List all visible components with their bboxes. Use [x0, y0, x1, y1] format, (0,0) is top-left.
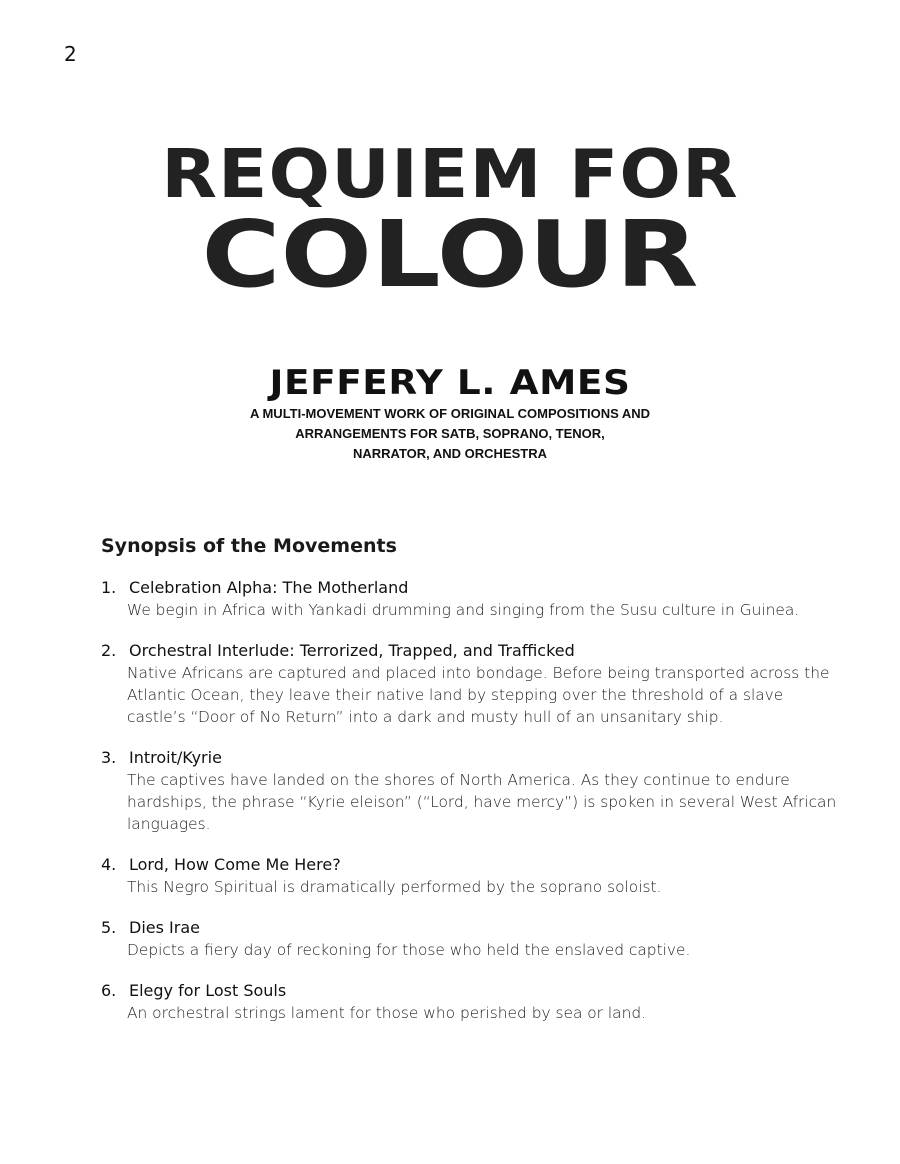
movement-title	[101, 640, 841, 662]
synopsis-section	[101, 533, 841, 1043]
movement-title-text: Orchestral Interlude: Terrorized, Trapped, and Trafficked	[129, 641, 575, 660]
work-description-line: ARRANGEMENTS FOR SATB, SOPRANO, TENOR,	[295, 426, 605, 441]
movement-description: We begin in Africa with Yankadi drumming and singing from the Susu culture in Guinea.	[127, 601, 800, 619]
movement-description: Native Africans are captured and placed into bondage. Before being transported across the Atlantic Ocean, they leave their native land by stepping over the threshold of a slave castle’s “Door of No Return” into a dark and musty hull of an unsanitary ship.	[127, 664, 830, 726]
movement-title	[101, 577, 841, 599]
movement-number: 5.	[101, 918, 117, 937]
movement-title-text: Dies Irae	[129, 918, 200, 937]
work-description-line: A MULTI-MOVEMENT WORK OF ORIGINAL COMPOSITIONS AND	[249, 406, 651, 421]
title-line-1: REQUIEM FOR	[161, 135, 739, 213]
movement-title	[101, 980, 841, 1002]
movement-description: An orchestral strings lament for those who perished by sea or land.	[127, 1004, 647, 1022]
title-line-2: COLOUR	[201, 201, 699, 308]
movement-item	[101, 747, 841, 835]
movement-title	[101, 854, 841, 876]
synopsis-heading: Synopsis of the Movements	[101, 535, 397, 557]
author-name: JEFFERY L. AMES	[269, 363, 631, 403]
movement-description: This Negro Spiritual is dramatically performed by the soprano soloist.	[127, 878, 662, 896]
movement-description: Depicts a fiery day of reckoning for those who held the enslaved captive.	[127, 941, 691, 959]
author-block	[0, 364, 900, 464]
movement-item	[101, 854, 841, 898]
work-description	[0, 404, 900, 464]
movement-title-text: Lord, How Come Me Here?	[129, 855, 341, 874]
movement-number: 6.	[101, 981, 117, 1000]
movement-description: The captives have landed on the shores of North America. As they continue to endure hardships, the phrase “Kyrie eleison” (“Lord, have mercy”) is spoken in several West African languages.	[127, 771, 837, 833]
movement-item	[101, 577, 841, 621]
movement-item	[101, 640, 841, 728]
movement-title-text: Elegy for Lost Souls	[129, 981, 287, 1000]
movement-number: 2.	[101, 641, 117, 660]
movement-number: 4.	[101, 855, 117, 874]
movement-title-text: Celebration Alpha: The Motherland	[129, 578, 409, 597]
movement-item	[101, 980, 841, 1024]
work-description-line: NARRATOR, AND ORCHESTRA	[352, 446, 548, 461]
movement-number: 1.	[101, 578, 117, 597]
movement-item	[101, 917, 841, 961]
movement-number: 3.	[101, 748, 117, 767]
movement-title	[101, 747, 841, 769]
title-block	[0, 135, 900, 308]
movement-title-text: Introit/Kyrie	[129, 748, 222, 767]
page-number: 2	[64, 42, 77, 66]
movement-title	[101, 917, 841, 939]
